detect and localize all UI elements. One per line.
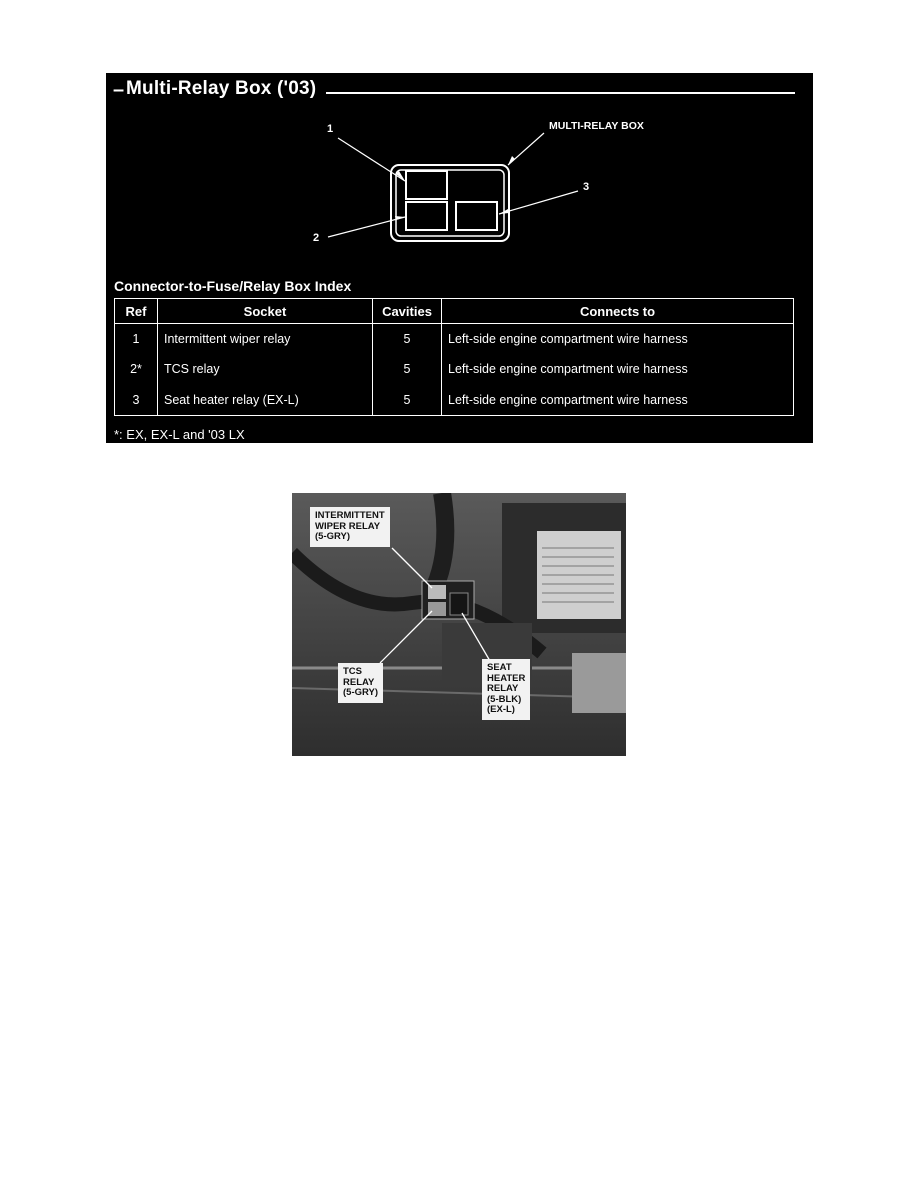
cell-cavities: 5 [373,354,442,384]
section-header [106,79,813,105]
section-title: Multi-Relay Box ('03) [126,78,317,99]
callout-label-3: 3 [583,181,590,193]
column-header-ref: Ref [115,299,158,324]
table-header-row [115,299,794,324]
table-row [115,385,794,416]
callout-seat-heater-relay: SEAT HEATER RELAY (5-BLK) (EX-L) [482,659,530,720]
cell-ref: 2* [115,354,158,384]
callout-tcs-relay: TCS RELAY (5-GRY) [338,663,383,703]
relay-socket-2 [406,202,447,230]
bracket [572,653,626,713]
column-header-connects-to: Connects to [442,299,794,324]
cell-cavities: 5 [373,385,442,416]
table-footnote: *: EX, EX-L and '03 LX [114,427,245,442]
table-row [115,324,794,355]
index-title: Connector-to-Fuse/Relay Box Index [114,278,352,294]
callout-label-2: 2 [313,232,320,244]
relay-socket-3 [456,202,497,230]
leader-line-3 [499,191,578,214]
title-rule [326,92,795,94]
column-header-socket: Socket [158,299,373,324]
relay-socket-1 [406,171,447,199]
table-row [115,354,794,384]
collapse-dash[interactable]: – [113,79,125,101]
callout-label-1: 1 [327,123,334,135]
cell-ref: 1 [115,324,158,355]
relay-2 [428,602,446,616]
column-header-cavities: Cavities [373,299,442,324]
cell-connects-to: Left-side engine compartment wire harness [442,324,794,355]
cell-socket: Seat heater relay (EX-L) [158,385,373,416]
relay-box-diagram [106,113,813,273]
cell-connects-to: Left-side engine compartment wire harness [442,385,794,416]
relay-box-photo [292,493,626,756]
connector-index-table [114,298,794,416]
leader-line-2 [328,217,405,237]
relay-3 [450,593,468,615]
leader-line-1 [338,138,405,181]
cell-socket: TCS relay [158,354,373,384]
cell-ref: 3 [115,385,158,416]
callout-intermittent-wiper-relay: INTERMITTENT WIPER RELAY (5-GRY) [310,507,390,547]
cell-cavities: 5 [373,324,442,355]
multi-relay-box-label: MULTI-RELAY BOX [549,120,644,132]
cell-socket: Intermittent wiper relay [158,324,373,355]
cell-connects-to: Left-side engine compartment wire harness [442,354,794,384]
multi-relay-box-panel [106,73,813,443]
